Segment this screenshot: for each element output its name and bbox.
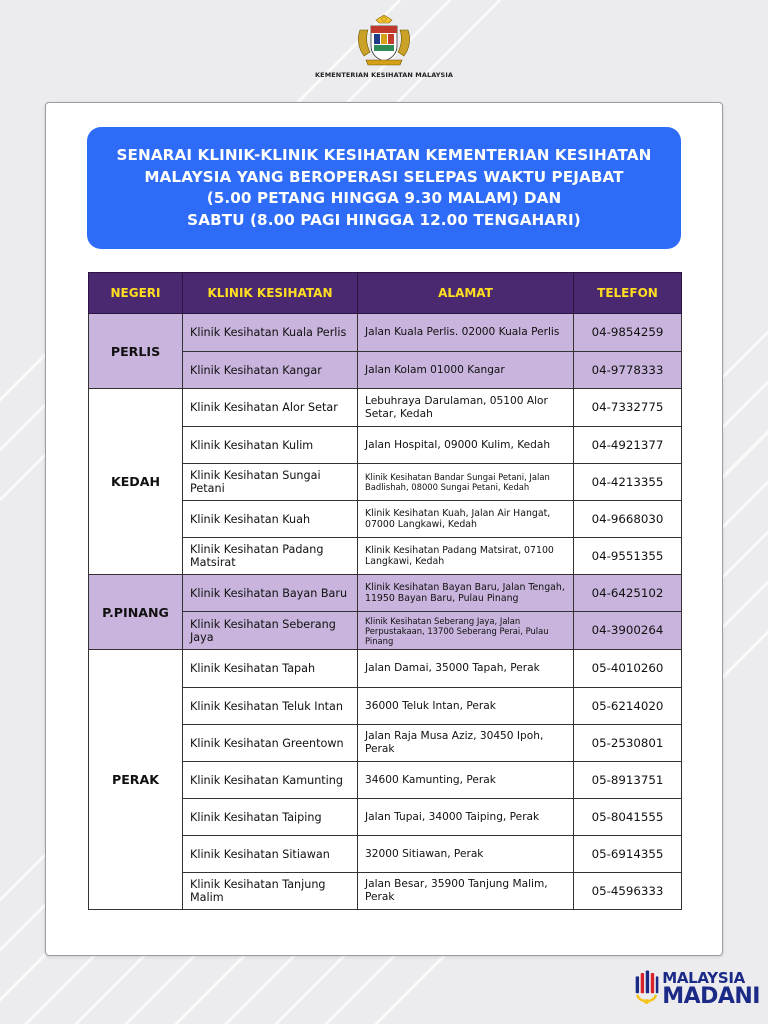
clinic-phone: 04-9551355 [574, 538, 682, 575]
clinic-phone: 05-8913751 [574, 762, 682, 799]
state-cell: P.PINANG [89, 575, 183, 650]
malaysia-madani-logo [634, 966, 760, 1012]
clinic-name: Klinik Kesihatan Tapah [183, 650, 358, 688]
clinic-phone: 05-6214020 [574, 688, 682, 725]
brand-text [662, 968, 760, 1009]
table-row [89, 575, 682, 612]
brand-bottom-text: MADANI [662, 983, 760, 1009]
clinic-address: Jalan Tupai, 34000 Taiping, Perak [358, 799, 574, 836]
clinic-name: Klinik Kesihatan Alor Setar [183, 389, 358, 427]
title-banner [87, 127, 681, 249]
clinic-address: Jalan Kolam 01000 Kangar [358, 352, 574, 389]
state-cell: PERLIS [89, 314, 183, 389]
clinic-phone: 04-9854259 [574, 314, 682, 352]
title-line-3: (5.00 PETANG HINGGA 9.30 MALAM) DAN [206, 189, 562, 207]
header-klinik-kesihatan: KLINIK KESIHATAN [183, 273, 358, 314]
clinic-address: Lebuhraya Darulaman, 05100 Alor Setar, Kedah [358, 389, 574, 427]
clinic-phone: 05-4010260 [574, 650, 682, 688]
clinic-address: Jalan Damai, 35000 Tapah, Perak [358, 650, 574, 688]
clinic-name: Klinik Kesihatan Bayan Baru [183, 575, 358, 612]
clinic-address: Jalan Besar, 35900 Tanjung Malim, Perak [358, 873, 574, 910]
title-line-2: MALAYSIA YANG BEROPERASI SELEPAS WAKTU PEJABAT [144, 167, 624, 186]
clinic-address: Jalan Hospital, 09000 Kulim, Kedah [358, 427, 574, 464]
clinic-name: Klinik Kesihatan Greentown [183, 725, 358, 762]
clinic-name: Klinik Kesihatan Kuala Perlis [183, 314, 358, 352]
clinic-name: Klinik Kesihatan Taiping [183, 799, 358, 836]
clinic-phone: 04-6425102 [574, 575, 682, 612]
clinic-name: Klinik Kesihatan Kamunting [183, 762, 358, 799]
clinic-phone: 05-8041555 [574, 799, 682, 836]
clinic-name: Klinik Kesihatan Kangar [183, 352, 358, 389]
clinic-address: 34600 Kamunting, Perak [358, 762, 574, 799]
clinic-address: Klinik Kesihatan Kuah, Jalan Air Hangat, 07000 Langkawi, Kedah [358, 501, 574, 538]
clinic-address: 32000 Sitiawan, Perak [358, 836, 574, 873]
header-telefon: TELEFON [574, 273, 682, 314]
clinic-name: Klinik Kesihatan Seberang Jaya [183, 612, 358, 650]
clinic-phone: 04-9778333 [574, 352, 682, 389]
clinic-name: Klinik Kesihatan Teluk Intan [183, 688, 358, 725]
clinic-phone: 04-4213355 [574, 464, 682, 501]
malaysia-madani-logo-icon [634, 966, 659, 1012]
clinic-phone: 04-9668030 [574, 501, 682, 538]
clinic-phone: 04-7332775 [574, 389, 682, 427]
state-cell: PERAK [89, 650, 183, 910]
clinic-address: 36000 Teluk Intan, Perak [358, 688, 574, 725]
clinic-table [88, 272, 682, 910]
clinic-address: Klinik Kesihatan Seberang Jaya, Jalan Perpustakaan, 13700 Seberang Perai, Pulau Pinang [358, 612, 574, 650]
clinic-name: Klinik Kesihatan Padang Matsirat [183, 538, 358, 575]
clinic-phone: 04-4921377 [574, 427, 682, 464]
clinic-phone: 05-4596333 [574, 873, 682, 910]
clinic-phone: 05-6914355 [574, 836, 682, 873]
clinic-address: Jalan Kuala Perlis. 02000 Kuala Perlis [358, 314, 574, 352]
header-alamat: ALAMAT [358, 273, 574, 314]
table-header-row [89, 273, 682, 314]
brand-top-text: MALAYSIA [662, 968, 745, 987]
table-row [89, 650, 682, 688]
clinic-address: Klinik Kesihatan Padang Matsirat, 07100 Langkawi, Kedah [358, 538, 574, 575]
ministry-name: KEMENTERIAN KESIHATAN MALAYSIA [315, 71, 453, 79]
state-cell: KEDAH [89, 389, 183, 575]
clinic-address: Klinik Kesihatan Bayan Baru, Jalan Tengah, 11950 Bayan Baru, Pulau Pinang [358, 575, 574, 612]
clinic-address: Klinik Kesihatan Bandar Sungai Petani, Jalan Badlishah, 08000 Sungai Petani, Kedah [358, 464, 574, 501]
clinic-address: Jalan Raja Musa Aziz, 30450 Ipoh, Perak [358, 725, 574, 762]
header-negeri: NEGERI [89, 273, 183, 314]
malaysia-coat-of-arms-icon [354, 14, 414, 70]
clinic-name: Klinik Kesihatan Sungai Petani [183, 464, 358, 501]
clinic-name: Klinik Kesihatan Kulim [183, 427, 358, 464]
title-line-1: SENARAI KLINIK-KLINIK KESIHATAN KEMENTERIAN KESIHATAN [116, 146, 652, 164]
table-row [89, 314, 682, 352]
clinic-name: Klinik Kesihatan Sitiawan [183, 836, 358, 873]
clinic-phone: 04-3900264 [574, 612, 682, 650]
table-row [89, 389, 682, 427]
title-line-4: SABTU (8.00 PAGI HINGGA 12.00 TENGAHARI) [187, 210, 581, 229]
clinic-name: Klinik Kesihatan Kuah [183, 501, 358, 538]
clinic-phone: 05-2530801 [574, 725, 682, 762]
clinic-name: Klinik Kesihatan Tanjung Malim [183, 873, 358, 910]
